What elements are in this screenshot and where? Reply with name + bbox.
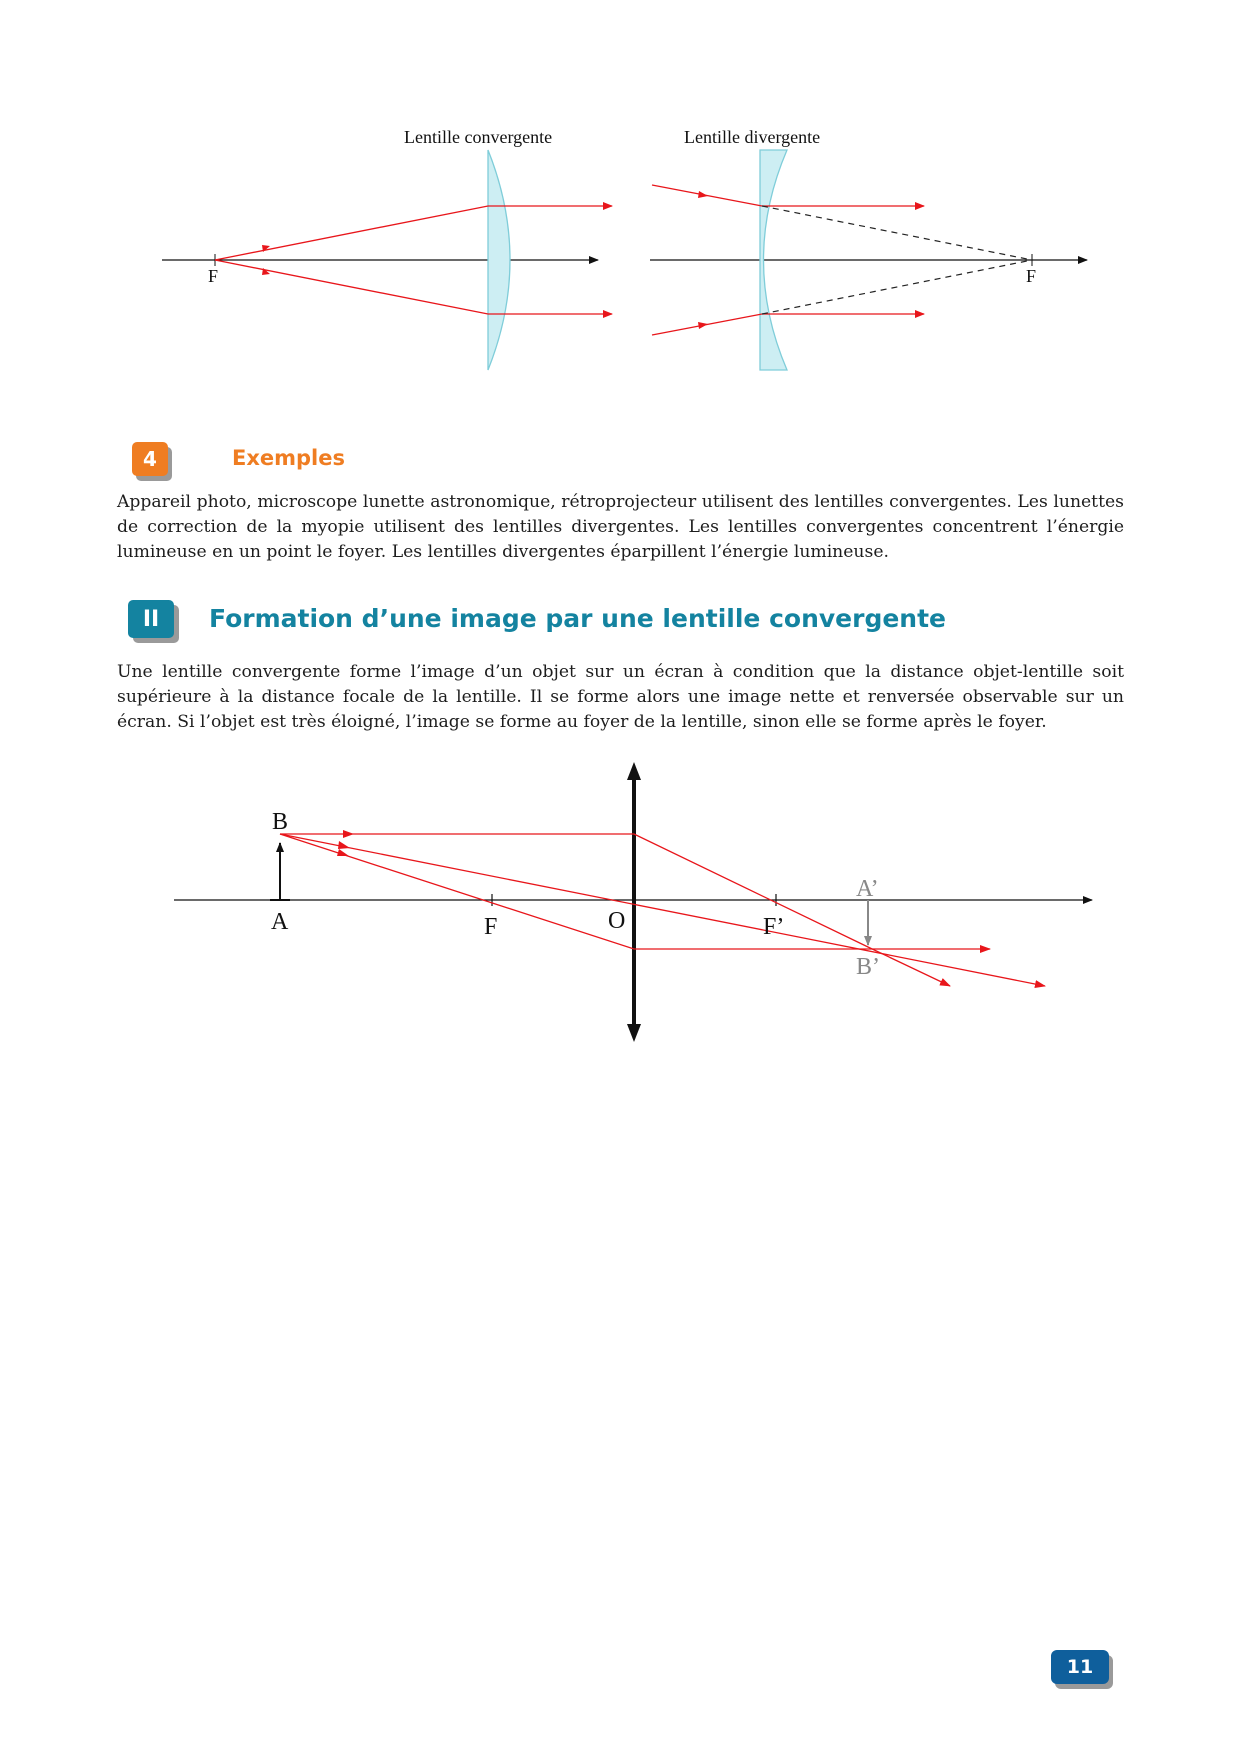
ray-arrowhead bbox=[343, 830, 354, 838]
ray-arrowhead bbox=[698, 191, 708, 198]
lens-ray-diagram bbox=[0, 0, 1240, 400]
section-II-paragraph: Une lentille convergente forme l’image d’un objet sur un écran à condition que la distance objet-lentille soit supérieure à la distance focale de la lentille. Il se forme alors une image nette et renversée observable sur un écran. Si l’objet est très éloigné, l’image se forme au foyer de la lentille, sinon elle se forme après le foyer. bbox=[117, 662, 1124, 732]
divergent-lens-diagram bbox=[650, 127, 1087, 370]
section-II-badge: II bbox=[128, 600, 174, 638]
image-formation-diagram bbox=[0, 740, 1240, 1060]
convergent-lens bbox=[488, 150, 510, 370]
ray-upper bbox=[215, 206, 612, 260]
ray-lower bbox=[215, 260, 612, 314]
label-Fprime: F’ bbox=[763, 914, 785, 940]
lens-arrowhead-top bbox=[627, 762, 641, 780]
divergent-lens-label: Lentille divergente bbox=[684, 127, 821, 147]
section-4-badge: 4 bbox=[132, 442, 168, 476]
ray-arrowhead bbox=[698, 322, 708, 329]
page-number: 11 bbox=[1051, 1650, 1109, 1684]
virtual-ray-upper bbox=[762, 206, 1032, 260]
label-O: O bbox=[608, 908, 626, 934]
lens-arrowhead-bottom bbox=[627, 1024, 641, 1042]
label-B: B bbox=[272, 809, 289, 835]
section-II-title: Formation d’une image par une lentille convergente bbox=[209, 604, 946, 633]
convergent-lens-diagram bbox=[162, 127, 612, 370]
ray-arrowhead bbox=[338, 841, 350, 849]
virtual-ray-lower bbox=[762, 260, 1032, 314]
ray-arrowhead bbox=[337, 849, 349, 856]
ray-lower-in bbox=[652, 314, 924, 335]
ray-arrowhead bbox=[262, 268, 270, 275]
ray-center bbox=[280, 834, 1045, 986]
label-A: A bbox=[271, 909, 289, 935]
ray-arrowhead bbox=[262, 245, 270, 252]
ray-upper-in bbox=[652, 185, 924, 206]
label-Bprime: B’ bbox=[856, 954, 880, 980]
label-F: F bbox=[484, 914, 498, 940]
focus-label-right: F bbox=[1026, 266, 1037, 286]
section-4-title: Exemples bbox=[232, 446, 345, 470]
section-4-paragraph: Appareil photo, microscope lunette astronomique, rétroprojecteur utilisent des lentilles convergentes. Les lunettes de correction de la myopie utilisent des lentilles divergentes. Les lentilles convergentes concentrent l’énergie lumineuse en un point le foyer. Les lentilles divergentes éparpillent l’énergie lumineuse. bbox=[117, 492, 1124, 562]
label-Aprime: A’ bbox=[856, 876, 879, 902]
convergent-lens-label: Lentille convergente bbox=[404, 127, 553, 147]
focus-label-left: F bbox=[208, 266, 219, 286]
